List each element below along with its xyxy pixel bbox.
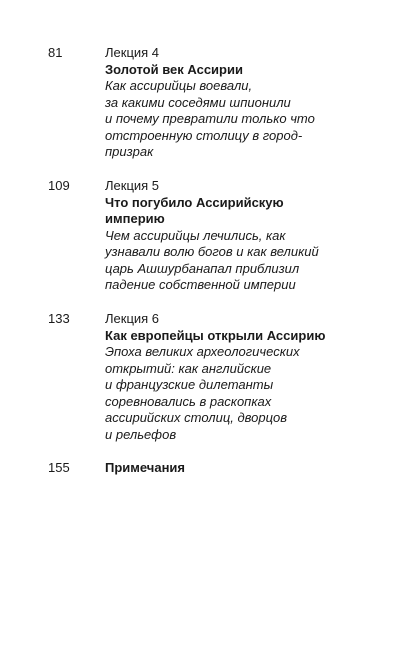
chapter-title: империю [105, 211, 165, 226]
chapter-description-line: ассирийских столиц, дворцов [105, 410, 288, 425]
chapter-description-line: отстроенную столицу в город- [105, 127, 303, 143]
page-number: 81 [48, 45, 63, 60]
chapter-description-line: царь Ашшурбанапал приблизил [105, 260, 300, 276]
chapter-description-line: узнавали волю богов и как великий [105, 244, 319, 259]
chapter-description-line: и французские дилетанты [105, 377, 274, 392]
chapter-title: Золотой век Ассирии [105, 61, 243, 77]
chapter-description-line: за какими соседями шпионили [105, 94, 291, 110]
entry-body [105, 311, 395, 443]
chapter-description-line: падение собственной империи [105, 277, 296, 292]
chapter-description-line: и рельефов [105, 426, 177, 442]
chapter-description-line: и почему превратили только что [105, 111, 315, 126]
page-number: 155 [48, 460, 70, 475]
lecture-label: Лекция 4 [105, 45, 160, 60]
page-number: 109 [48, 178, 70, 193]
chapter-title: Как европейцы открыли Ассирию [105, 327, 326, 343]
entry-body [105, 460, 395, 477]
lecture-label: Лекция 5 [105, 178, 160, 193]
chapter-description-line: Чем ассирийцы лечились, как [105, 227, 286, 243]
entry-body [105, 178, 395, 294]
chapter-description-line: Как ассирийцы воевали, [105, 78, 253, 93]
entry-body [105, 45, 395, 161]
chapter-description-line: открытий: как английские [105, 360, 272, 376]
page-number: 133 [48, 311, 70, 326]
chapter-description-line: Эпоха великих археологических [105, 344, 300, 359]
chapter-title: Что погубило Ассирийскую [105, 194, 284, 210]
chapter-description-line: соревновались в раскопках [105, 393, 272, 409]
chapter-title: Примечания [105, 460, 186, 475]
lecture-label: Лекция 6 [105, 311, 160, 326]
chapter-description-line: призрак [105, 144, 154, 159]
